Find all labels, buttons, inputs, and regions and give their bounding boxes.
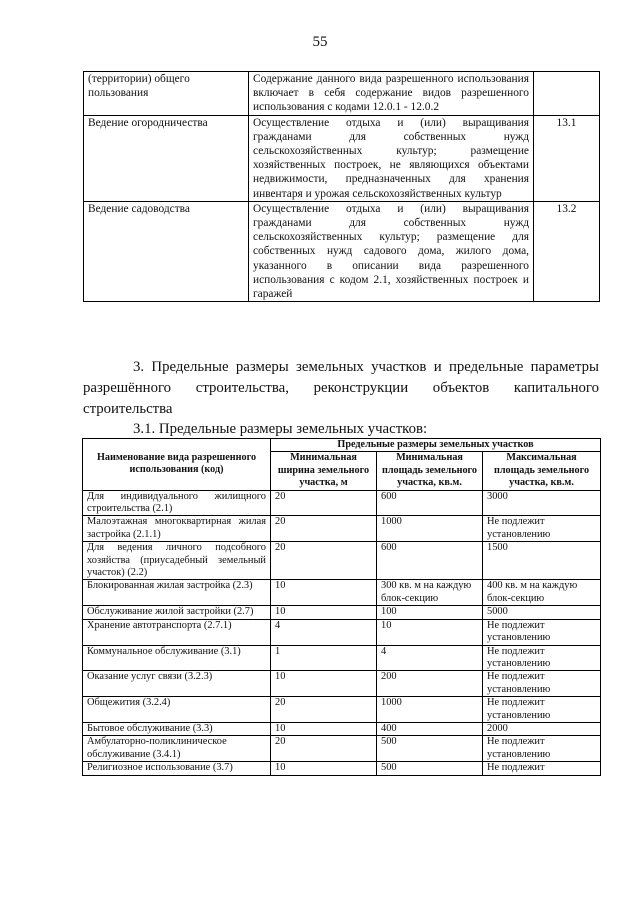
min-width-value: 10 (271, 722, 377, 735)
min-width-value: 10 (271, 580, 377, 606)
table-row (83, 697, 601, 723)
min-width-value: 10 (271, 606, 377, 619)
section-heading: 3. Предельные размеры земельных участков и предельные параметры разрешённого строительства, реконструкции объектов капитального строительства (83, 359, 599, 417)
table-row (83, 722, 601, 735)
min-area-value: 300 кв. м на каждую блок-секцию (377, 580, 483, 606)
use-type-name: Амбулаторно-поликлиническое обслуживание (3.4.1) (83, 736, 271, 762)
table-row (84, 115, 600, 201)
min-area-value: 400 (377, 722, 483, 735)
min-width-value: 1 (271, 645, 377, 671)
header-min-width: Минимальная ширина земельного участка, м (271, 452, 377, 490)
min-area-value: 200 (377, 671, 483, 697)
min-area-value: 600 (377, 490, 483, 516)
use-type-name: Для индивидуального жилищного строительства (2.1) (83, 490, 271, 516)
table-row (83, 762, 601, 775)
use-type-name: (территории) общего пользования (84, 72, 249, 116)
min-area-value: 500 (377, 762, 483, 775)
max-area-value: 5000 (483, 606, 601, 619)
min-area-value: 4 (377, 645, 483, 671)
use-type-description: Содержание данного вида разрешенного использования включает в себя содержание видов разрешенного использования с кодами 12.0.1 - 12.0.2 (249, 72, 534, 116)
min-width-value: 20 (271, 516, 377, 542)
min-width-value: 10 (271, 671, 377, 697)
use-type-name: Хранение автотранспорта (2.7.1) (83, 619, 271, 645)
min-area-value: 1000 (377, 516, 483, 542)
header-min-area: Минимальная площадь земельного участка, кв.м. (377, 452, 483, 490)
min-width-value: 20 (271, 736, 377, 762)
min-area-value: 1000 (377, 697, 483, 723)
max-area-value: Не подлежит установлению (483, 516, 601, 542)
max-area-value: Не подлежит (483, 762, 601, 775)
use-type-name: Обслуживание жилой застройки (2.7) (83, 606, 271, 619)
min-area-value: 10 (377, 619, 483, 645)
header-max-area: Максимальная площадь земельного участка, кв.м. (483, 452, 601, 490)
use-type-name: Для ведения личного подсобного хозяйства (приусадебный земельный участок) (2.2) (83, 542, 271, 580)
table-row (83, 619, 601, 645)
max-area-value: Не подлежит установлению (483, 619, 601, 645)
page-number: 55 (312, 34, 328, 50)
use-type-code: 13.2 (534, 201, 600, 301)
max-area-value: Не подлежит установлению (483, 671, 601, 697)
max-area-value: Не подлежит установлению (483, 645, 601, 671)
use-type-description: Осуществление отдыха и (или) выращивания гражданами для собственных нужд сельскохозяйственных культур; размещение для собственных нужд садового дома, жилого дома, указанного в описании вида разрешенного использования с кодом 2.1, хозяйственных построек и гаражей (249, 201, 534, 301)
table-row (83, 671, 601, 697)
max-area-value: Не подлежит установлению (483, 697, 601, 723)
header-use-type-name: Наименование вида разрешенного использования (код) (83, 439, 271, 491)
min-area-value: 600 (377, 542, 483, 580)
table-row (84, 201, 600, 301)
max-area-value: 400 кв. м на каждую блок-секцию (483, 580, 601, 606)
use-type-name: Оказание услуг связи (3.2.3) (83, 671, 271, 697)
use-type-name: Ведение садоводства (84, 201, 249, 301)
subsection-heading: 3.1. Предельные размеры земельных участков: (133, 421, 428, 437)
min-width-value: 20 (271, 697, 377, 723)
min-width-value: 10 (271, 762, 377, 775)
min-width-value: 20 (271, 542, 377, 580)
max-area-value: Не подлежит установлению (483, 736, 601, 762)
use-type-name: Блокированная жилая застройка (2.3) (83, 580, 271, 606)
table-row (83, 606, 601, 619)
land-use-types-table-body (84, 72, 600, 302)
max-area-value: 1500 (483, 542, 601, 580)
use-type-code: 13.1 (534, 115, 600, 201)
use-type-description: Осуществление отдыха и (или) выращивания гражданами для собственных нужд сельскохозяйственных культур; размещение хозяйственных построек, не являющихся объектами недвижимости, предназначенных для хранения инвентаря и урожая сельскохозяйственных культур (249, 115, 534, 201)
min-width-value: 20 (271, 490, 377, 516)
table-row (83, 516, 601, 542)
max-area-value: 3000 (483, 490, 601, 516)
table-row (83, 736, 601, 762)
use-type-name: Малоэтажная многоквартирная жилая застройка (2.1.1) (83, 516, 271, 542)
land-use-types-table (83, 71, 600, 302)
max-area-value: 2000 (483, 722, 601, 735)
table-row (83, 542, 601, 580)
use-type-code (534, 72, 600, 116)
min-area-value: 500 (377, 736, 483, 762)
use-type-name: Общежития (3.2.4) (83, 697, 271, 723)
plot-size-limits-table-body (83, 490, 601, 775)
use-type-name: Бытовое обслуживание (3.3) (83, 722, 271, 735)
header-plot-size-limits: Предельные размеры земельных участков (271, 439, 601, 452)
use-type-name: Ведение огородничества (84, 115, 249, 201)
min-area-value: 100 (377, 606, 483, 619)
table-row (83, 580, 601, 606)
min-width-value: 4 (271, 619, 377, 645)
use-type-name: Коммунальное обслуживание (3.1) (83, 645, 271, 671)
plot-size-limits-table (82, 438, 601, 776)
table-row (83, 490, 601, 516)
table-row (83, 645, 601, 671)
table-row (84, 72, 600, 116)
use-type-name: Религиозное использование (3.7) (83, 762, 271, 775)
